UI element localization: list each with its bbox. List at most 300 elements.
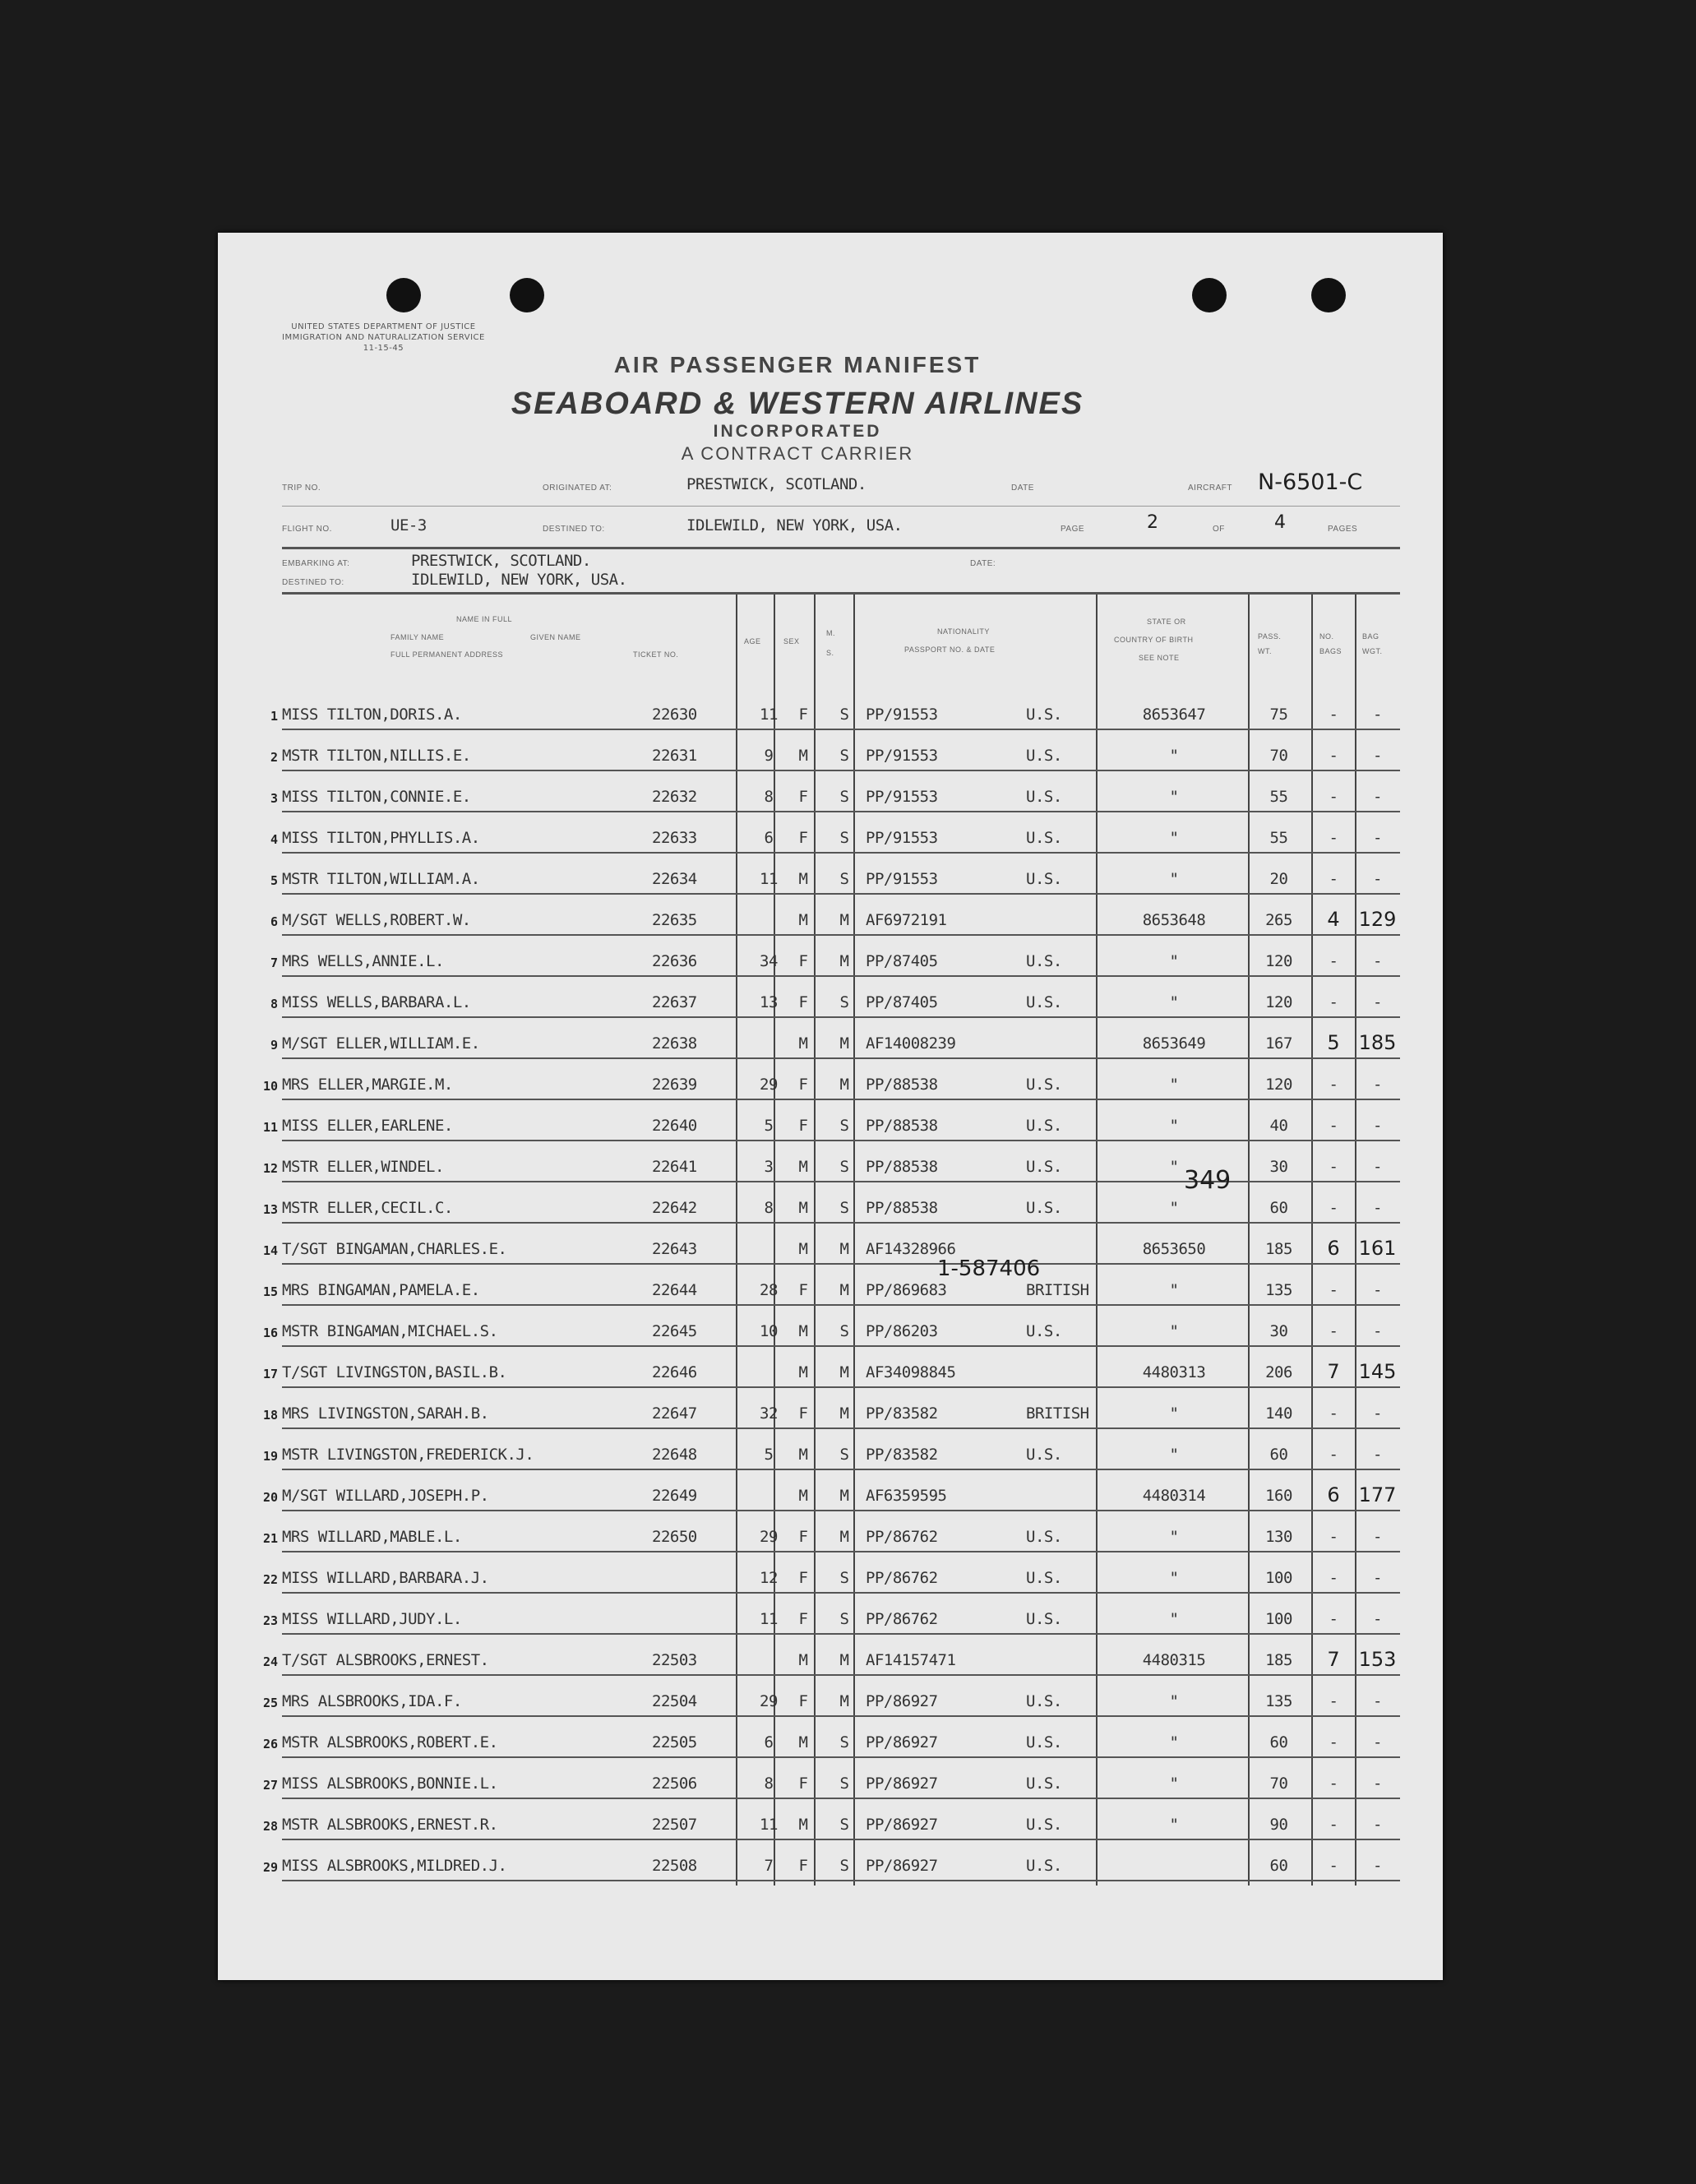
cell-sex: F [798, 1610, 808, 1628]
cell-bags: - [1329, 1281, 1338, 1299]
cell-ticket: 22638 [652, 1034, 697, 1053]
table-row [262, 1715, 1400, 1758]
cell-bags: - [1329, 1569, 1338, 1587]
embarking-label: EMBARKING AT: [282, 559, 350, 568]
cell-ticket: 22641 [652, 1158, 697, 1176]
cell-n: 27 [262, 1778, 278, 1793]
cell-ticket: 22634 [652, 870, 697, 888]
cell-state: 8653648 [1142, 911, 1206, 929]
cell-nat: U.S. [1026, 1446, 1062, 1464]
cell-bags: - [1329, 870, 1338, 888]
cell-bwt: 185 [1358, 1031, 1397, 1054]
cell-bwt: - [1373, 788, 1382, 806]
cell-pwt: 167 [1265, 1034, 1292, 1053]
cell-ticket: 22630 [652, 706, 697, 724]
cell-n: 10 [262, 1079, 278, 1094]
cell-ticket: 22508 [652, 1857, 697, 1875]
cell-ms: M [839, 1651, 849, 1669]
cell-sex: M [798, 1733, 808, 1751]
cell-pwt: 100 [1265, 1610, 1292, 1628]
cell-passport: AF14008239 [866, 1034, 956, 1053]
cell-name: T/SGT ALSBROOKS,ERNEST. [282, 1651, 489, 1669]
col-bags-header: NO. BAGS [1319, 632, 1342, 655]
cell-pwt: 100 [1265, 1569, 1292, 1587]
cell-age: 11 [760, 706, 778, 724]
cell-name: MSTR ELLER,WINDEL. [282, 1158, 444, 1176]
cell-bags: - [1329, 1076, 1338, 1094]
pages-label: PAGES [1328, 525, 1358, 534]
cell-nat: U.S. [1026, 1117, 1062, 1135]
cell-age: 11 [760, 1816, 778, 1834]
destined-label: DESTINED TO: [543, 525, 605, 534]
col-sex-header: SEX [783, 637, 800, 645]
cell-sex: M [798, 1322, 808, 1340]
cell-bwt: - [1373, 1733, 1382, 1751]
cell-name: MSTR LIVINGSTON,FREDERICK.J. [282, 1446, 534, 1464]
cell-ticket: 22637 [652, 993, 697, 1011]
cell-bwt: - [1373, 1692, 1382, 1710]
cell-age: 29 [760, 1076, 778, 1094]
cell-bwt: - [1373, 993, 1382, 1011]
cell-pwt: 120 [1265, 993, 1292, 1011]
cell-ms: M [839, 1281, 849, 1299]
table-row [262, 1592, 1400, 1635]
cell-age: 8 [764, 1199, 774, 1217]
cell-sex: F [798, 829, 808, 847]
cell-sex: F [798, 1528, 808, 1546]
cell-age: 7 [764, 1857, 774, 1875]
cell-passport: PP/86927 [866, 1774, 938, 1793]
cell-nat: U.S. [1026, 706, 1062, 724]
cell-ticket: 22650 [652, 1528, 697, 1546]
cell-pwt: 60 [1269, 1199, 1288, 1217]
cell-pwt: 60 [1269, 1857, 1288, 1875]
cell-nat: U.S. [1026, 1322, 1062, 1340]
cell-ms: S [839, 1446, 849, 1464]
cell-nat: U.S. [1026, 1857, 1062, 1875]
cell-bwt: 145 [1358, 1360, 1397, 1383]
cell-state: " [1169, 747, 1179, 765]
cell-pwt: 185 [1265, 1240, 1292, 1258]
cell-bags: - [1329, 952, 1338, 970]
cell-sex: M [798, 1034, 808, 1053]
cell-ms: M [839, 911, 849, 929]
cell-nat: U.S. [1026, 1816, 1062, 1834]
table-row [270, 852, 1400, 895]
cell-age: 6 [764, 829, 774, 847]
col-ticket-header: TICKET NO. [633, 650, 679, 659]
cell-bags: - [1329, 1610, 1338, 1628]
cell-passport: PP/86927 [866, 1733, 938, 1751]
cell-bwt: - [1373, 1158, 1382, 1176]
cell-nat: U.S. [1026, 829, 1062, 847]
cell-state: " [1169, 1322, 1179, 1340]
cell-n: 20 [262, 1490, 278, 1505]
cell-passport: PP/91553 [866, 706, 938, 724]
cell-ms: S [839, 1816, 849, 1834]
cell-state: " [1169, 1158, 1179, 1176]
col-bag-wt-header: BAG WGT. [1362, 632, 1383, 655]
cell-name: MISS WILLARD,JUDY.L. [282, 1610, 462, 1628]
cell-passport: PP/91553 [866, 829, 938, 847]
cell-age: 5 [764, 1446, 774, 1464]
cell-age: 11 [760, 1610, 778, 1628]
form-id-block [282, 322, 485, 354]
cell-pwt: 30 [1269, 1158, 1288, 1176]
cell-passport: PP/86762 [866, 1610, 938, 1628]
cell-name: M/SGT WELLS,ROBERT.W. [282, 911, 471, 929]
cell-bwt: 161 [1358, 1237, 1397, 1260]
table-row [270, 934, 1400, 977]
cell-bags: - [1329, 993, 1338, 1011]
cell-name: MISS ALSBROOKS,BONNIE.L. [282, 1774, 498, 1793]
cell-pwt: 60 [1269, 1446, 1288, 1464]
cell-bwt: - [1373, 870, 1382, 888]
table-row [270, 811, 1400, 854]
cell-n: 23 [262, 1613, 278, 1628]
cell-state: " [1169, 1446, 1179, 1464]
cell-name: MISS TILTON,CONNIE.E. [282, 788, 471, 806]
cell-passport: PP/88538 [866, 1199, 938, 1217]
cell-passport: PP/83582 [866, 1446, 938, 1464]
table-row [262, 1469, 1400, 1511]
table-row [270, 975, 1400, 1018]
cell-bags: 7 [1327, 1360, 1340, 1383]
cell-passport: PP/86203 [866, 1322, 938, 1340]
cell-ms: S [839, 1158, 849, 1176]
cell-nat: U.S. [1026, 952, 1062, 970]
cell-state: " [1169, 1569, 1179, 1587]
cell-sex: M [798, 1487, 808, 1505]
cell-n: 9 [270, 1038, 278, 1053]
cell-ticket: 22636 [652, 952, 697, 970]
cell-ms: M [839, 1240, 849, 1258]
cell-state: " [1169, 870, 1179, 888]
cell-name: MSTR TILTON,WILLIAM.A. [282, 870, 480, 888]
manifest-sheet [218, 233, 1443, 1980]
cell-pwt: 60 [1269, 1733, 1288, 1751]
cell-age: 29 [760, 1692, 778, 1710]
cell-name: MSTR ELLER,CECIL.C. [282, 1199, 453, 1217]
table-row [262, 1551, 1400, 1594]
table-row [270, 893, 1400, 936]
cell-sex: M [798, 1363, 808, 1381]
cell-age: 11 [760, 870, 778, 888]
cell-bwt: - [1373, 952, 1382, 970]
cell-sex: F [798, 1569, 808, 1587]
cell-bwt: - [1373, 1404, 1382, 1423]
col-note-header: SEE NOTE [1139, 654, 1180, 662]
cell-pwt: 30 [1269, 1322, 1288, 1340]
cell-ticket: 22505 [652, 1733, 697, 1751]
cell-bwt: - [1373, 706, 1382, 724]
cell-passport: AF14328966 [866, 1240, 956, 1258]
cell-bwt: 129 [1358, 908, 1397, 931]
cell-pwt: 130 [1265, 1528, 1292, 1546]
table-row [262, 1674, 1400, 1717]
cell-state: 4480314 [1142, 1487, 1206, 1505]
cell-bwt: - [1373, 1528, 1382, 1546]
cell-bags: - [1329, 1733, 1338, 1751]
cell-sex: M [798, 1199, 808, 1217]
cell-nat: U.S. [1026, 788, 1062, 806]
cell-nat: U.S. [1026, 1692, 1062, 1710]
cell-pwt: 135 [1265, 1281, 1292, 1299]
cell-nat: U.S. [1026, 1774, 1062, 1793]
cell-ms: S [839, 788, 849, 806]
table-row [262, 1633, 1400, 1676]
cell-sex: M [798, 1158, 808, 1176]
cell-age: 3 [764, 1158, 774, 1176]
cell-ticket: 22633 [652, 829, 697, 847]
cell-ms: S [839, 1774, 849, 1793]
cell-pwt: 206 [1265, 1363, 1292, 1381]
cell-sex: F [798, 1076, 808, 1094]
col-given-header: GIVEN NAME [530, 633, 581, 641]
cell-age: 10 [760, 1322, 778, 1340]
cell-age: 8 [764, 1774, 774, 1793]
cell-passport: PP/88538 [866, 1158, 938, 1176]
page-value: 2 [1147, 512, 1158, 533]
table-row [262, 1427, 1400, 1470]
trip-no-label: TRIP NO. [282, 484, 321, 493]
cell-state: " [1169, 1199, 1179, 1217]
airline-name: SEABOARD & WESTERN AIRLINES [511, 386, 1084, 421]
cell-n: 16 [262, 1326, 278, 1340]
cell-n: 8 [270, 997, 278, 1011]
cell-ticket: 22649 [652, 1487, 697, 1505]
cell-ticket: 22642 [652, 1199, 697, 1217]
cell-name: MISS WELLS,BARBARA.L. [282, 993, 471, 1011]
cell-sex: M [798, 870, 808, 888]
cell-sex: F [798, 1281, 808, 1299]
cell-bags: - [1329, 1404, 1338, 1423]
cell-ticket: 22632 [652, 788, 697, 806]
table-row [270, 1016, 1400, 1059]
cell-age: 9 [764, 747, 774, 765]
destined-value: IDLEWILD, NEW YORK, USA. [686, 516, 903, 534]
cell-n: 25 [262, 1696, 278, 1710]
cell-ms: M [839, 1034, 849, 1053]
cell-sex: M [798, 1240, 808, 1258]
date2-label: DATE: [970, 559, 996, 568]
form-id-line3: 11-15-45 [363, 344, 404, 353]
cell-state: " [1169, 1528, 1179, 1546]
cell-ms: S [839, 993, 849, 1011]
cell-n: 11 [262, 1120, 278, 1135]
cell-name: MISS TILTON,DORIS.A. [282, 706, 462, 724]
flight-no-value: UE-3 [390, 516, 427, 534]
cell-age: 32 [760, 1404, 778, 1423]
cell-sex: F [798, 788, 808, 806]
cell-bags: 7 [1327, 1648, 1340, 1671]
cell-state: " [1169, 788, 1179, 806]
cell-name: MRS BINGAMAN,PAMELA.E. [282, 1281, 480, 1299]
cell-bags: - [1329, 1528, 1338, 1546]
cell-bwt: - [1373, 1281, 1382, 1299]
cell-ms: S [839, 1117, 849, 1135]
cell-age: 8 [764, 788, 774, 806]
cell-sex: F [798, 1117, 808, 1135]
cell-ms: M [839, 1692, 849, 1710]
cell-ms: S [839, 1610, 849, 1628]
cell-pwt: 55 [1269, 829, 1288, 847]
cell-nat: U.S. [1026, 1528, 1062, 1546]
cell-nat: U.S. [1026, 1610, 1062, 1628]
table-row [262, 1222, 1400, 1265]
cell-ticket: 22639 [652, 1076, 697, 1094]
cell-passport: PP/83582 [866, 1404, 938, 1423]
cell-name: M/SGT ELLER,WILLIAM.E. [282, 1034, 480, 1053]
table-row [270, 770, 1400, 812]
cell-state: " [1169, 1117, 1179, 1135]
cell-sex: M [798, 911, 808, 929]
col-family-header: FAMILY NAME [390, 633, 445, 641]
cell-pwt: 140 [1265, 1404, 1292, 1423]
cell-pwt: 55 [1269, 788, 1288, 806]
cell-nat: BRITISH [1026, 1281, 1089, 1299]
cell-bags: 4 [1327, 908, 1340, 931]
cell-bags: - [1329, 1816, 1338, 1834]
aircraft-value: N-6501-C [1258, 470, 1363, 495]
cell-state: " [1169, 1281, 1179, 1299]
cell-sex: F [798, 706, 808, 724]
cell-nat: U.S. [1026, 1569, 1062, 1587]
table-row [270, 729, 1400, 771]
cell-ms: M [839, 1076, 849, 1094]
table-row [262, 1099, 1400, 1141]
cell-pwt: 75 [1269, 706, 1288, 724]
cell-state: 8653647 [1142, 706, 1206, 724]
cell-name: MRS ELLER,MARGIE.M. [282, 1076, 453, 1094]
cell-pwt: 160 [1265, 1487, 1292, 1505]
cell-passport: PP/87405 [866, 952, 938, 970]
cell-state: " [1169, 1404, 1179, 1423]
cell-ticket: 22648 [652, 1446, 697, 1464]
cell-state: " [1169, 1076, 1179, 1094]
cell-n: 7 [270, 956, 278, 970]
cell-pwt: 90 [1269, 1816, 1288, 1834]
cell-name: MISS TILTON,PHYLLIS.A. [282, 829, 480, 847]
cell-nat: U.S. [1026, 1158, 1062, 1176]
cell-n: 2 [270, 750, 278, 765]
title-block [218, 352, 1443, 465]
cell-ms: S [839, 1322, 849, 1340]
cell-bags: 6 [1327, 1237, 1340, 1260]
cell-ms: S [839, 1857, 849, 1875]
cell-n: 5 [270, 873, 278, 888]
cell-ticket: 22647 [652, 1404, 697, 1423]
cell-name: T/SGT LIVINGSTON,BASIL.B. [282, 1363, 507, 1381]
cell-ticket: 22645 [652, 1322, 697, 1340]
cell-state: " [1169, 993, 1179, 1011]
cell-state: " [1169, 829, 1179, 847]
cell-bwt: 177 [1358, 1483, 1397, 1506]
cell-name: MISS ELLER,EARLENE. [282, 1117, 453, 1135]
cell-n: 21 [262, 1531, 278, 1546]
cell-name: MISS WILLARD,BARBARA.J. [282, 1569, 489, 1587]
cell-state: " [1169, 1692, 1179, 1710]
cell-ticket: 22504 [652, 1692, 697, 1710]
table-row [262, 1756, 1400, 1799]
cell-bags: 5 [1327, 1031, 1340, 1054]
cell-name: T/SGT BINGAMAN,CHARLES.E. [282, 1240, 507, 1258]
cell-nat: U.S. [1026, 747, 1062, 765]
cell-bags: - [1329, 1857, 1338, 1875]
cell-n: 4 [270, 832, 278, 847]
of-label: OF [1213, 525, 1225, 534]
cell-name: MRS WILLARD,MABLE.L. [282, 1528, 462, 1546]
handwritten-note: 1-587406 [937, 1256, 1041, 1281]
cell-ticket: 22507 [652, 1816, 697, 1834]
carrier-label: A CONTRACT CARRIER [681, 443, 914, 464]
table-row [270, 687, 1400, 730]
cell-passport: AF6359595 [866, 1487, 947, 1505]
table-row [262, 1798, 1400, 1840]
cell-passport: PP/88538 [866, 1117, 938, 1135]
cell-name: MSTR ALSBROOKS,ERNEST.R. [282, 1816, 498, 1834]
cell-sex: M [798, 1816, 808, 1834]
table-row [262, 1263, 1400, 1306]
table-row [262, 1345, 1400, 1388]
cell-name: MISS ALSBROOKS,MILDRED.J. [282, 1857, 507, 1875]
cell-ms: M [839, 1487, 849, 1505]
cell-passport: PP/869683 [866, 1281, 947, 1299]
cell-ms: S [839, 706, 849, 724]
col-passport-header: PASSPORT NO. & DATE [904, 645, 996, 654]
of-value: 4 [1274, 512, 1286, 533]
cell-bags: - [1329, 706, 1338, 724]
cell-age: 12 [760, 1569, 778, 1587]
cell-n: 3 [270, 791, 278, 806]
cell-state: " [1169, 1774, 1179, 1793]
cell-name: MRS WELLS,ANNIE.L. [282, 952, 444, 970]
col-pass-wt-header: PASS. WT. [1258, 632, 1282, 655]
cell-n: 24 [262, 1654, 278, 1669]
cell-ticket: 22631 [652, 747, 697, 765]
cell-bwt: - [1373, 1610, 1382, 1628]
cell-pwt: 135 [1265, 1692, 1292, 1710]
cell-n: 12 [262, 1161, 278, 1176]
originated-value: PRESTWICK, SCOTLAND. [686, 475, 866, 493]
cell-nat: U.S. [1026, 1199, 1062, 1217]
cell-bags: 6 [1327, 1483, 1340, 1506]
cell-pwt: 265 [1265, 911, 1292, 929]
cell-n: 14 [262, 1243, 278, 1258]
table-row [262, 1510, 1400, 1552]
handwritten-note: 349 [1184, 1166, 1232, 1195]
cell-ms: S [839, 829, 849, 847]
cell-passport: PP/86762 [866, 1528, 938, 1546]
cell-n: 17 [262, 1367, 278, 1381]
cell-bwt: - [1373, 1076, 1382, 1094]
page-label: PAGE [1061, 525, 1085, 534]
cell-bwt: - [1373, 1774, 1382, 1793]
cell-pwt: 185 [1265, 1651, 1292, 1669]
punch-hole [1192, 278, 1227, 312]
cell-bags: - [1329, 747, 1338, 765]
cell-nat: U.S. [1026, 993, 1062, 1011]
cell-bags: - [1329, 1774, 1338, 1793]
cell-bags: - [1329, 1199, 1338, 1217]
cell-state: " [1169, 1733, 1179, 1751]
page-title: AIR PASSENGER MANIFEST [613, 352, 982, 377]
cell-passport: AF14157471 [866, 1651, 956, 1669]
table-row [262, 1057, 1400, 1100]
table-row [262, 1140, 1400, 1182]
flight-no-label: FLIGHT NO. [282, 525, 332, 534]
cell-sex: F [798, 1404, 808, 1423]
